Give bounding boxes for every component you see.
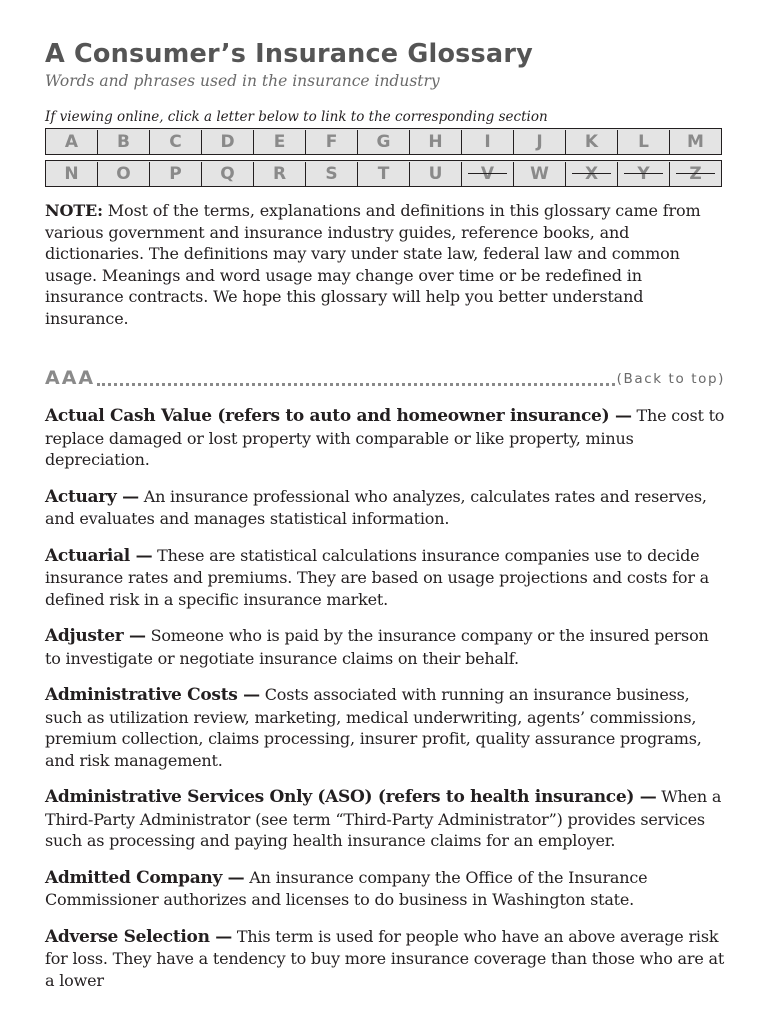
letter-link-y: Y: [617, 162, 669, 186]
letter-link-g[interactable]: G: [357, 130, 409, 154]
letter-link-m[interactable]: M: [669, 130, 721, 154]
glossary-entry: [45, 625, 725, 669]
note-paragraph: [45, 200, 725, 329]
letter-link-b[interactable]: B: [97, 130, 149, 154]
letter-link-c[interactable]: C: [149, 130, 201, 154]
letter-nav-row-a-m: [45, 128, 722, 155]
glossary-term: Adjuster —: [45, 626, 146, 646]
letter-link-o[interactable]: O: [97, 162, 149, 186]
letter-link-k[interactable]: K: [565, 130, 617, 154]
letter-link-d[interactable]: D: [201, 130, 253, 154]
letter-link-p[interactable]: P: [149, 162, 201, 186]
letter-link-u[interactable]: U: [409, 162, 461, 186]
glossary-definition: Costs associated with running an insurance business, such as utilization review, marketing, medical underwriting, agents’ commissions, premium collection, claims processing, insurer profit, quality assurance programs, and risk management.: [45, 685, 702, 770]
glossary-definition: When a Third-Party Administrator (see term “Third-Party Administrator”) provides services such as processing and paying health insurance claims for an employer.: [45, 787, 722, 850]
letter-link-n[interactable]: N: [64, 163, 79, 184]
letter-link-e[interactable]: E: [253, 130, 305, 154]
letter-link-z: Z: [669, 162, 721, 186]
glossary-entry: [45, 926, 725, 992]
letter-link-l[interactable]: L: [617, 130, 669, 154]
glossary-entry: [45, 867, 725, 911]
letter-link-w[interactable]: W: [513, 162, 565, 186]
letter-link-f[interactable]: F: [305, 130, 357, 154]
glossary-term: Admitted Company —: [45, 867, 245, 888]
glossary-definition: An insurance company the Office of the Insurance Commissioner authorizes and licenses to do business in Washington state.: [45, 867, 648, 909]
section-letters: AAA: [45, 367, 96, 389]
letter-link-t[interactable]: T: [357, 162, 409, 186]
back-to-top-link[interactable]: (Back to top): [616, 371, 725, 387]
section-header-a: [45, 365, 725, 389]
letter-link-j[interactable]: J: [513, 130, 565, 154]
glossary-term: Actual Cash Value (refers to auto and homeowner insurance) —: [45, 406, 632, 426]
glossary-definition: These are statistical calculations insurance companies use to decide insurance rates and premiums. They are based on usage projections and costs for a defined risk in a specific insurance market.: [45, 545, 710, 609]
glossary-definition: Someone who is paid by the insurance company or the insured person to investigate or negotiate insurance claims on their behalf.: [45, 626, 709, 668]
note-text: Most of the terms, explanations and definitions in this glossary came from various government and insurance industry guides, reference books, and dictionaries. The definitions may vary under state law, federal law and common usage. Meanings and word usage may change over time or be redefined in insurance contracts. We hope this glossary will help you better understand insurance.: [45, 201, 701, 328]
letter-link-h[interactable]: H: [409, 130, 461, 154]
letter-link-x: X: [565, 162, 617, 186]
glossary-entry: [45, 684, 725, 771]
note-label: NOTE:: [45, 201, 103, 220]
glossary-term: Administrative Services Only (ASO) (refers to health insurance) —: [45, 787, 657, 807]
letter-link-r[interactable]: R: [253, 162, 305, 186]
glossary-term: Actuary —: [45, 486, 139, 507]
glossary-definition: The cost to replace damaged or lost property with comparable or like property, minus depreciation.: [45, 406, 725, 469]
glossary-term: Administrative Costs —: [45, 685, 260, 705]
letter-link-q[interactable]: Q: [201, 162, 253, 186]
letter-link-v: V: [461, 162, 513, 186]
letter-link-s[interactable]: S: [305, 162, 357, 186]
glossary-term: Actuarial —: [45, 545, 153, 566]
glossary-term: Adverse Selection —: [45, 926, 232, 947]
letter-nav-hint: If viewing online, click a letter below to link to the corresponding section: [45, 109, 548, 125]
dotted-leader: [97, 383, 615, 386]
glossary-page: [45, 38, 725, 991]
glossary-entries: [45, 405, 725, 991]
page-subtitle: Words and phrases used in the insurance industry: [45, 72, 440, 90]
glossary-entry: [45, 545, 725, 611]
glossary-entry: [45, 486, 725, 530]
letter-link-a[interactable]: A: [64, 131, 79, 152]
letter-nav-row-n-z: [45, 160, 722, 187]
glossary-entry: [45, 786, 725, 852]
glossary-definition: This term is used for people who have an above average risk for loss. They have a tendency to buy more insurance coverage than those who are at a lower: [45, 926, 725, 990]
glossary-entry: [45, 405, 725, 471]
page-title: A Consumer’s Insurance Glossary: [45, 39, 533, 69]
letter-link-i[interactable]: I: [461, 130, 513, 154]
glossary-definition: An insurance professional who analyzes, calculates rates and reserves, and evaluates and manages statistical information.: [45, 486, 707, 528]
